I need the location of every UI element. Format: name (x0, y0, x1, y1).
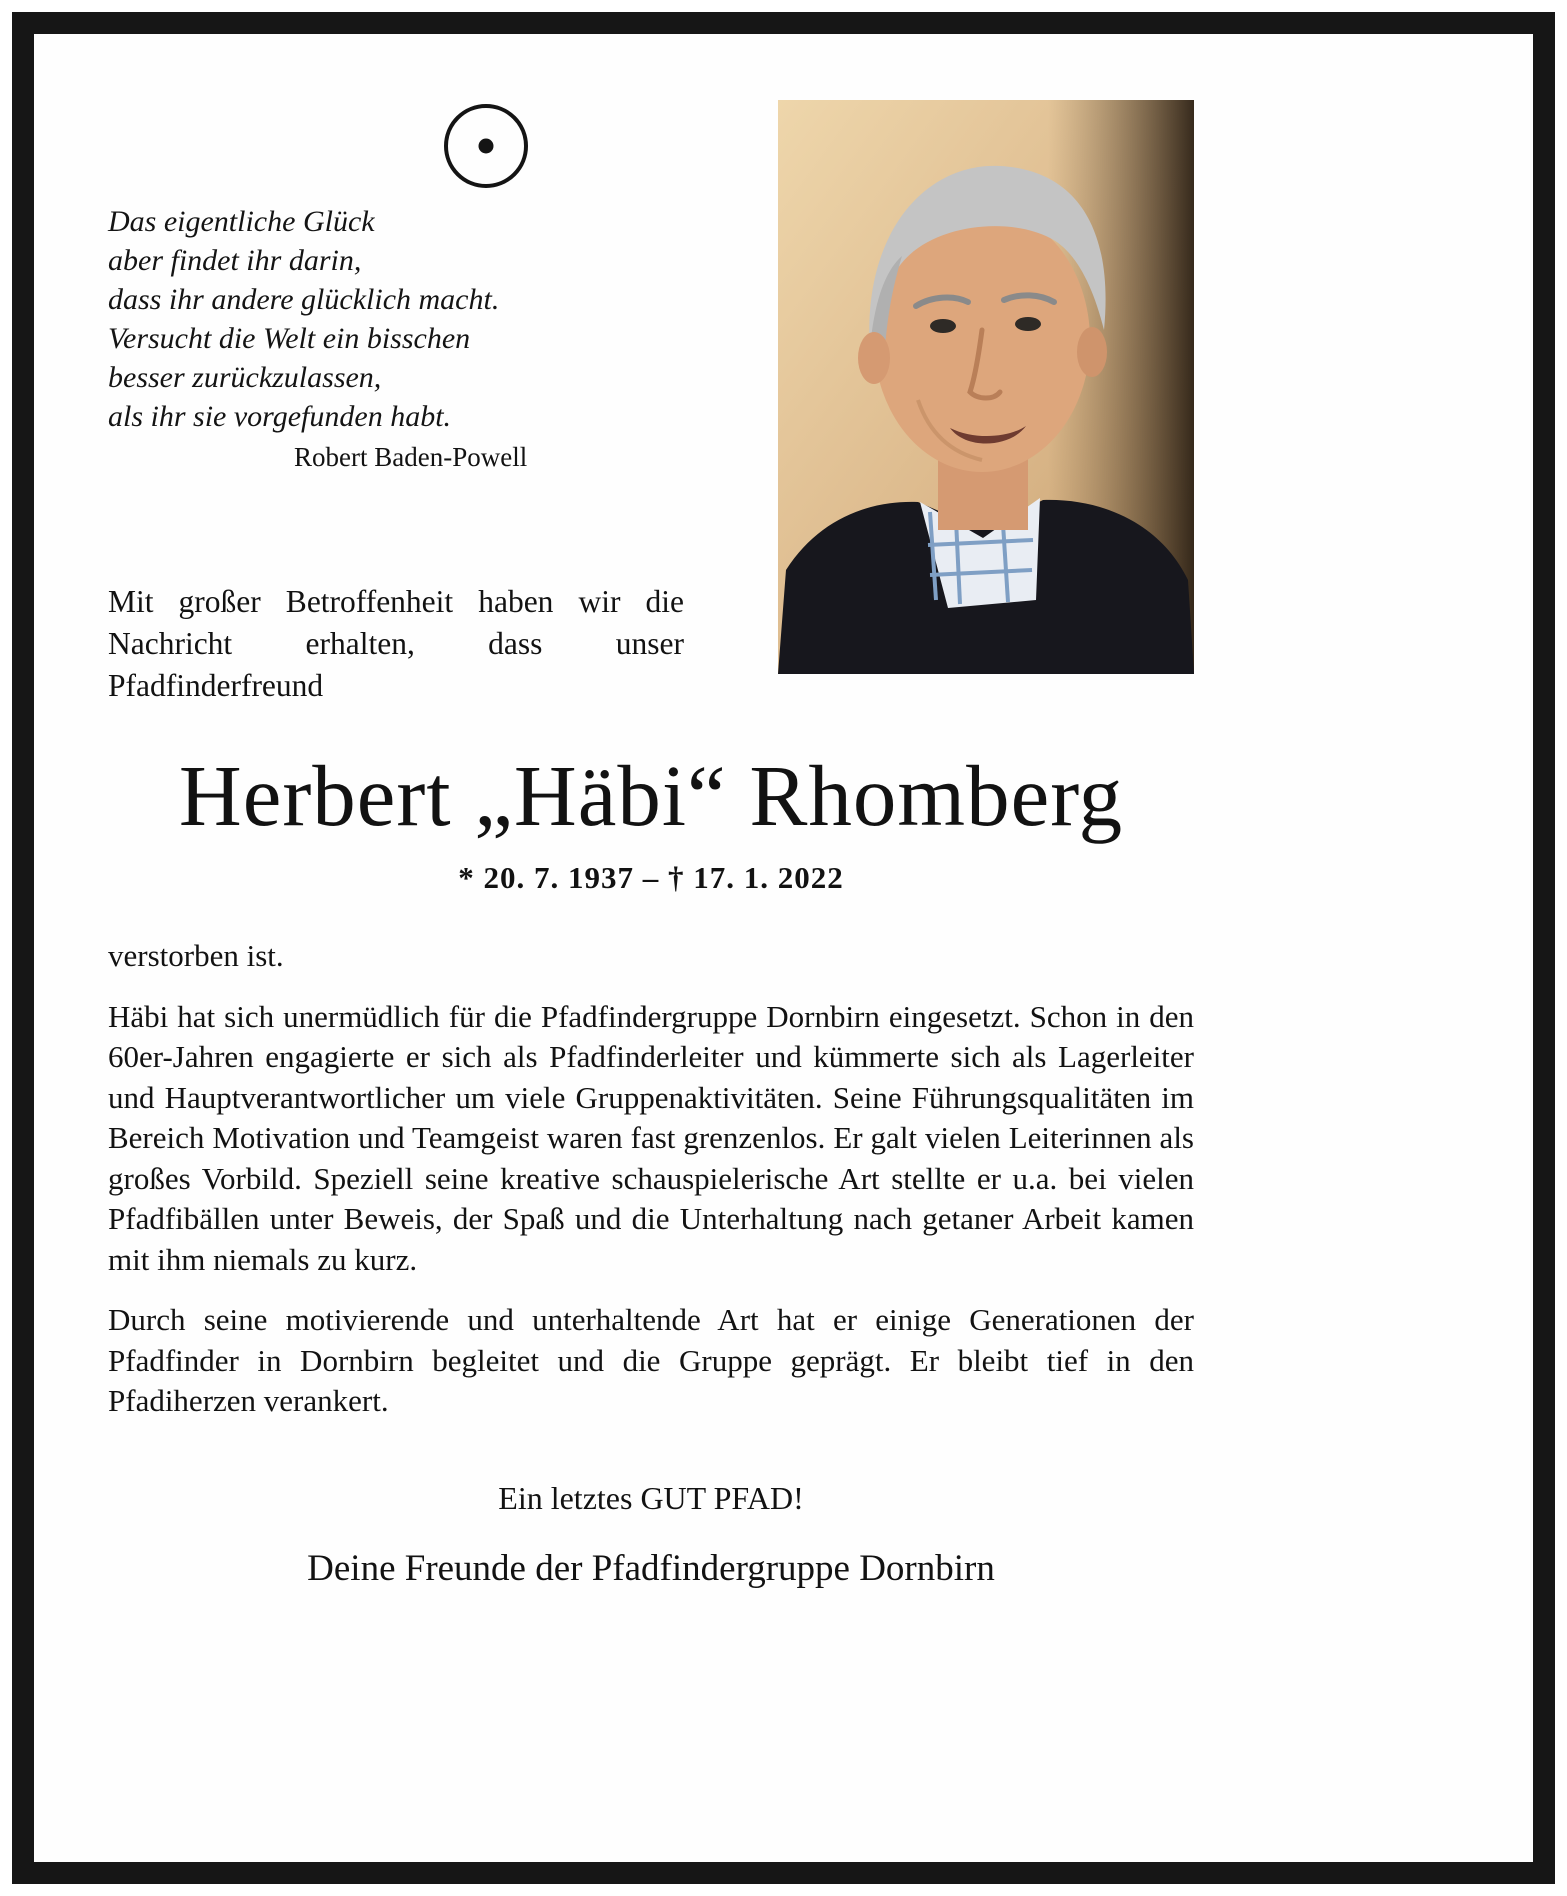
black-frame (12, 12, 1555, 1884)
quote-line: besser zurückzulassen, (108, 361, 382, 394)
verstorben-line: verstorben ist. (108, 938, 284, 973)
gone-home-icon-dot (479, 139, 494, 154)
gone-home-icon (444, 104, 528, 188)
body-paragraph-1: Häbi hat sich unermüdlich für die Pfadfindergruppe Dornbirn eingesetzt. Schon in den 60er-Jahren engagierte er sich als Pfadfinderleiter und kümmerte sich als Lagerleiter und Hauptverantwortlicher um viele Gruppenaktivitäten. Seine Führungsqualitäten im Bereich Motivation und Teamgeist waren fast grenzenlos. Er galt vielen Leiterinnen als großes Vorbild. Speziell seine kreative schauspielerische Art stellte er u.a. bei vielen Pfadfibällen unter Beweis, der Spaß und die Unterhaltung nach getaner Arbeit kamen mit ihm niemals zu kurz. (108, 998, 1194, 1277)
portrait-photo-illustration (778, 100, 1194, 674)
quote-column (108, 100, 694, 707)
deceased-name: Herbert „Häbi“ Rhomberg (178, 747, 1124, 844)
portrait-photo (778, 100, 1194, 674)
final-greeting: Ein letztes GUT PFAD! (498, 1479, 804, 1516)
life-dates: * 20. 7. 1937 – † 17. 1. 2022 (458, 860, 844, 895)
top-row (108, 100, 1194, 707)
body-paragraph-2: Durch seine motivierende und unterhaltende Art hat er einige Generationen der Pfadfinder in Dornbirn begleitet und die Gruppe geprägt. Er bleibt tief in den Pfadiherzen verankert. (108, 1302, 1194, 1418)
quote-line: aber findet ihr darin, (108, 244, 362, 277)
quote-line: als ihr sie vorgefunden habt. (108, 400, 452, 433)
obituary-content (108, 100, 1194, 1590)
intro-text: Mit großer Betroffenheit haben wir die Nachricht erhalten, dass unser Pfadfinderfreund (108, 584, 684, 703)
quote-line: Versucht die Welt ein bisschen (108, 322, 471, 355)
quote-attribution: Robert Baden-Powell (294, 442, 528, 472)
quote-line: Das eigentliche Glück (108, 205, 375, 238)
quote-line: dass ihr andere glücklich macht. (108, 283, 500, 316)
memorial-quote (108, 202, 694, 436)
signature-line: Deine Freunde der Pfadfindergruppe Dornbirn (307, 1547, 995, 1589)
